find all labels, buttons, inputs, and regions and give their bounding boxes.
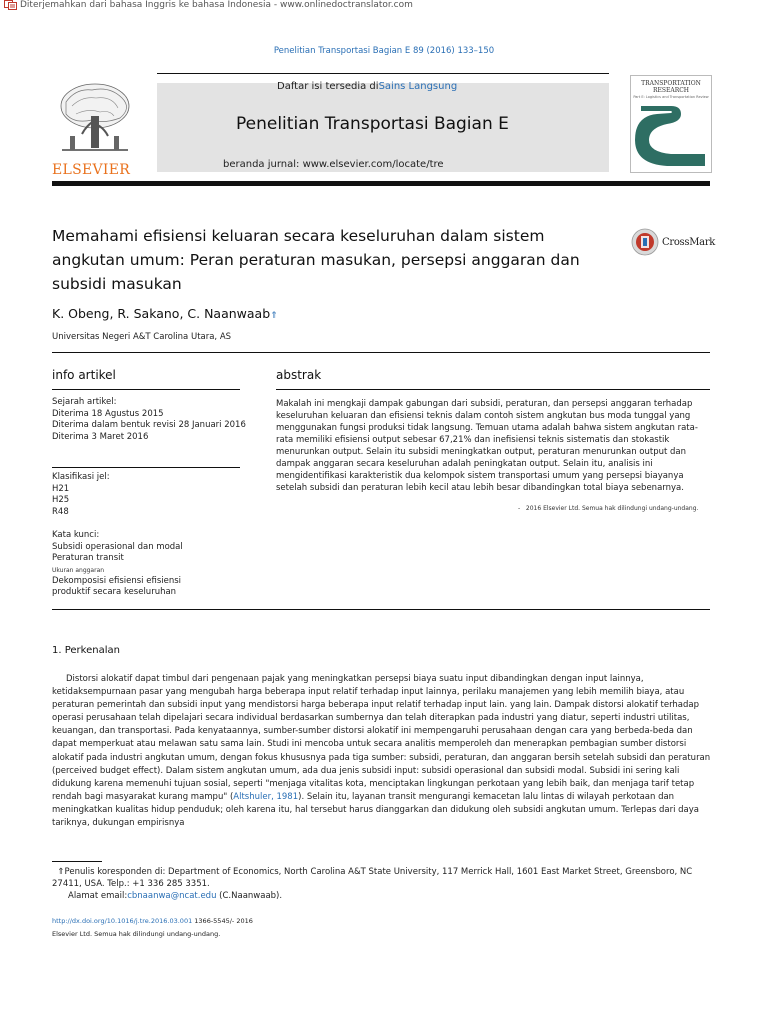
history-label: Sejarah artikel: xyxy=(52,397,117,407)
journal-reference[interactable]: Penelitian Transportasi Bagian E 89 (2016) 133–150 xyxy=(273,46,495,56)
issn: 1366-5545/- 2016 xyxy=(192,917,253,925)
translator-banner[interactable] xyxy=(4,0,413,10)
jel-code: H21 xyxy=(52,483,70,494)
journal-cover xyxy=(630,75,712,173)
intro-text-cont: ). Selain itu, layanan transit mengurangi kemacetan lalu lintas di wilayah perkotaan dan meningkatkan kualitas hidup penduduk; oleh karena itu, hal tersebut harus dianggarkan dan didukung oleh subsidi angkutan umum. Terlepas dari daya tariknya, dukungan empirisnya xyxy=(52,791,699,829)
section-heading: 1. Perkenalan xyxy=(52,645,120,656)
elsevier-tree-logo xyxy=(52,80,138,156)
crossmark-icon xyxy=(631,228,659,256)
jel-label: Klasifikasi jel: xyxy=(52,472,110,482)
doi-link[interactable]: http://dx.doi.org/10.1016/j.tre.2016.03.001 xyxy=(52,917,193,925)
elsevier-wordmark: ELSEVIER xyxy=(52,162,131,178)
doi-line xyxy=(52,917,253,925)
jel-rule xyxy=(52,467,240,468)
sciencedirect-link[interactable]: Sains Langsung xyxy=(378,81,458,92)
journal-title: Penelitian Transportasi Bagian E xyxy=(236,114,509,134)
email-footnote xyxy=(68,891,282,901)
intro-text: Distorsi alokatif dapat timbul dari pengenaan pajak yang meningkatkan persepsi biaya suatu input dibandingkan dengan input lainnya, ketidaksempurnaan pasar yang mengubah harga beberapa input relatif terhadap input lainnya, perilaku manajemen yang lebih memilih biaya, atau peraturan pemerintah dan subsidi input yang mendistorsi harga beberapa input relatif terhadap input lain. yang lain. Dampak distorsi alokatif terhadap operasi perusahaan telah dipelajari secara individual berdasarkan sumbernya dan telah diterapkan pada industri yang diatur, seperti industri utilitas, keuangan, dan transportasi. Pada kenyataannya, sumber-sumber distorsi alokatif ini mempengaruhi perusahaan dengan cara yang berbeda-beda dan dapat memperkuat atau melawan satu sama lain. Studi ini mencoba untuk secara analitis memperoleh dan menerapkan pembagian sumber distorsi alokatif pada industri angkutan umum, dengan fokus khususnya pada tiga sumber: subsidi, peraturan, dan anggaran bersih setelah subsidi dan peraturan (perceived budget effect). Dalam sistem angkutan umum, ada dua jenis subsidi input: subsidi operasional dan subsidi modal. Subsidi ini sering kali didukung karena memenuhi tujuan sosial, seperti "menjaga vitalitas kota, menciptakan lingkungan perkotaan yang lebih baik, dan menjaga tarif tetap rendah bagi masyarakat kurang mampu" ( xyxy=(52,674,711,802)
keyword: Peraturan transit xyxy=(52,553,124,563)
article-info-heading: info artikel xyxy=(52,368,116,382)
authors-text: K. Obeng, R. Sakano, C. Naanwaab xyxy=(52,306,271,321)
revised-date: Diterima dalam bentuk revisi 28 Januari 2016 xyxy=(52,420,246,430)
footnote-mark: ⇑ xyxy=(57,867,65,877)
corresponding-author-mark[interactable]: ⇑ xyxy=(270,311,278,321)
journal-cover-image xyxy=(631,102,711,172)
keywords xyxy=(52,530,183,599)
crossmark-button[interactable] xyxy=(631,228,715,256)
article-title: Memahami efisiensi keluaran secara keseluruhan dalam sistem angkutan umum: Peran peraturan masukan, persepsi anggaran dan subsidi masukan xyxy=(52,227,580,293)
article-history xyxy=(52,397,246,443)
citation-link[interactable]: Altshuler, 1981 xyxy=(233,791,299,802)
cover-subtitle: Part E: Logistics and Transportation Review xyxy=(633,95,709,99)
abstract-copyright: - 2016 Elsevier Ltd. Semua hak dilindungi undang-undang. xyxy=(518,505,699,512)
info-top-rule xyxy=(52,352,710,353)
toc-prefix: Daftar isi tersedia di xyxy=(277,81,379,92)
journal-homepage[interactable]: beranda jurnal: www.elsevier.com/locate/tre xyxy=(223,159,444,170)
footnote-text: Penulis koresponden di: Department of Economics, North Carolina A&T State University, 117 Merrick Hall, 1601 East Market Street, Greensboro, NC 27411, USA. Telp.: +1 336 285 3351. xyxy=(52,867,693,889)
email-label: Alamat email: xyxy=(68,891,128,901)
jel-code: R48 xyxy=(52,506,69,517)
email-suffix: (C.Naanwaab). xyxy=(216,891,283,901)
footnote-rule xyxy=(52,861,102,862)
translator-banner-text[interactable]: Diterjemahkan dari bahasa Inggris ke bahasa Indonesia - www.onlinedoctranslator.com xyxy=(20,0,413,10)
elsevier-logo xyxy=(52,80,138,176)
crossmark-label: CrossMark xyxy=(662,236,716,248)
keyword: Subsidi operasional dan modal xyxy=(52,541,183,552)
jel-code: H25 xyxy=(52,495,70,505)
table-of-contents-line xyxy=(277,81,457,92)
affiliation: Universitas Negeri A&T Carolina Utara, AS xyxy=(52,332,232,342)
email-link[interactable]: cbnaanwa@ncat.edu xyxy=(127,891,217,901)
keyword: Dekomposisi efisiensi efisiensi xyxy=(52,575,182,586)
keyword: Ukuran anggaran xyxy=(52,566,105,574)
received-date: Diterima 18 Agustus 2015 xyxy=(52,408,164,419)
abstract-text: Makalah ini mengkaji dampak gabungan dari subsidi, peraturan, dan persepsi anggaran terhadap keseluruhan keluaran dan efisiensi teknis dalam contoh sistem angkutan bus moda tunggal yang menggunakan fungsi produksi tidak langsung. Temuan utama adalah bahwa sistem angkutan rata-rata memiliki efisiensi output sebesar 67,21% dan inefisiensi teknis sistematis dan stokastik menurunkan output. Selain itu subsidi meningkatkan output, peraturan menurunkan output dan dampak anggaran secara keseluruhan adalah peningkatan output. Selain itu, analisis ini mengidentifikasi karakteristik dua kelompok sistem transportasi umum yang persepsi biayanya setelah subsidi dan peraturan lebih kecil atau lebih besar dibandingkan total biaya sebenarnya. xyxy=(276,399,698,493)
article-info-rule xyxy=(52,389,240,390)
abstract-heading: abstrak xyxy=(276,368,322,382)
abstract-rule xyxy=(276,389,710,390)
cover-title: TRANSPORTATION RESEARCH xyxy=(641,80,701,94)
corresponding-author-footnote xyxy=(52,866,712,890)
keywords-label: Kata kunci: xyxy=(52,530,100,540)
author-list xyxy=(52,306,278,321)
header-bottom-rule xyxy=(52,181,710,186)
jel-classification xyxy=(52,472,110,518)
intro-paragraph xyxy=(52,673,712,830)
rights-line: Elsevier Ltd. Semua hak dilindungi undang-undang. xyxy=(52,930,221,938)
keyword: produktif secara keseluruhan xyxy=(52,587,177,597)
header-top-rule xyxy=(157,73,609,74)
translator-icon xyxy=(4,0,17,10)
info-bottom-rule xyxy=(52,609,710,610)
accepted-date: Diterima 3 Maret 2016 xyxy=(52,431,149,442)
